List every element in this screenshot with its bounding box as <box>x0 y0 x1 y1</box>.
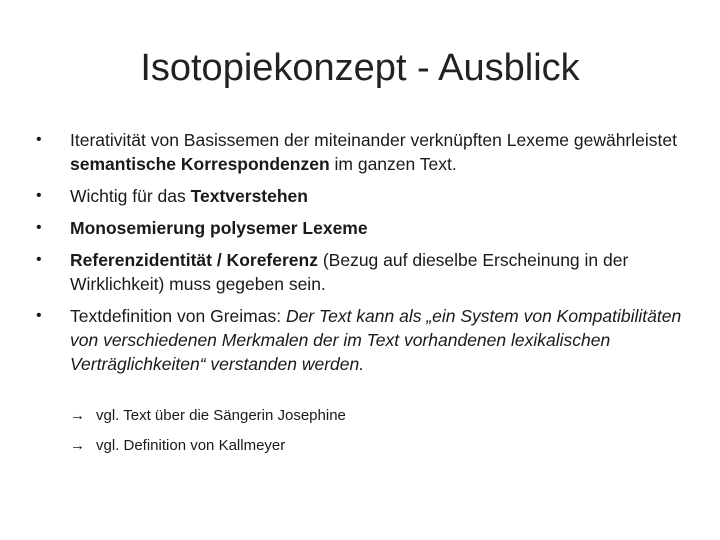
bullet-icon: • <box>36 251 42 268</box>
reference-item <box>70 405 670 427</box>
bullet-icon: • <box>36 187 42 204</box>
reference-text: vgl. Definition von Kallmeyer <box>96 437 286 454</box>
slide-title: Isotopiekonzept - Ausblick <box>140 47 580 89</box>
bullet-text-bold: Textverstehen <box>190 186 308 206</box>
bullet-item <box>36 184 686 208</box>
bullet-text-segment: Wichtig für das <box>70 186 191 206</box>
bullet-text-bold: semantische Korrespondenzen <box>70 154 330 174</box>
bullet-icon: • <box>36 307 42 324</box>
reference-text: vgl. Text über die Sängerin Josephine <box>96 407 346 424</box>
bullet-text <box>70 248 686 296</box>
bullet-text-bold: Monosemierung polysemer Lexeme <box>70 218 368 238</box>
bullet-text-bold: Referenzidentität / Koreferenz <box>70 250 318 270</box>
bullet-item <box>36 128 686 176</box>
bullet-text-segment: (Bezug auf dieselbe Erscheinung in der Wirklichkeit) muss gegeben sein. <box>70 250 629 294</box>
bullet-list <box>36 128 686 384</box>
bullet-text-segment: im ganzen Text. <box>329 154 457 174</box>
bullet-item <box>36 216 686 240</box>
bullet-text-segment: Textdefinition von Greimas: <box>70 306 286 326</box>
bullet-text <box>70 128 686 176</box>
bullet-icon: • <box>36 219 42 236</box>
bullet-icon: • <box>36 131 42 148</box>
bullet-text <box>70 304 686 376</box>
bullet-item <box>36 248 686 296</box>
reference-item <box>70 435 670 457</box>
reference-list <box>70 405 670 465</box>
bullet-text-italic: Der Text kann als „ein System von Kompatibilitäten von verschiedenen Merkmalen der im Text vorhandenen lexikalischen Verträglichkeiten“ verstanden werden. <box>70 306 682 374</box>
bullet-text <box>70 216 686 240</box>
bullet-text-segment: Iterativität von Basissemen der miteinander verknüpften Lexeme gewährleistet <box>70 130 677 150</box>
bullet-text <box>70 184 686 208</box>
arrow-right-icon: → <box>70 407 85 424</box>
arrow-right-icon: → <box>70 437 85 454</box>
bullet-item <box>36 304 686 376</box>
